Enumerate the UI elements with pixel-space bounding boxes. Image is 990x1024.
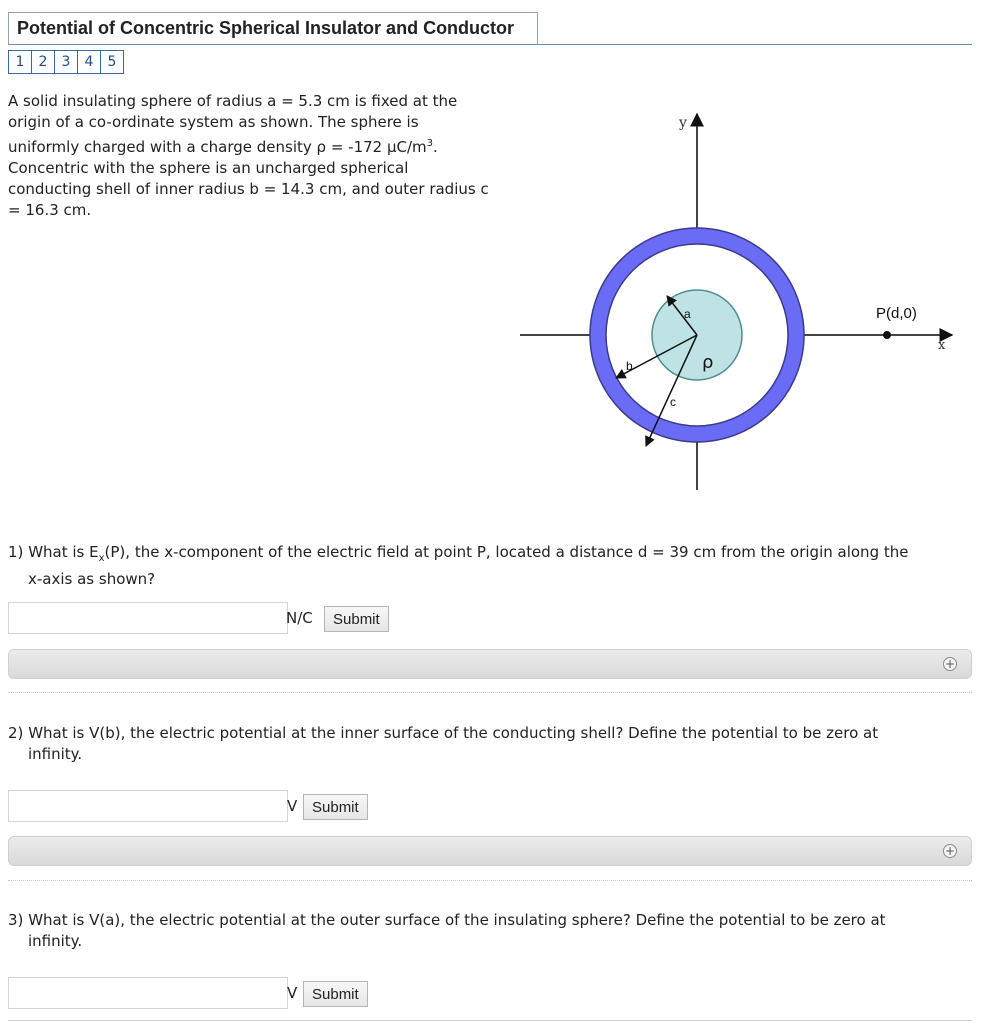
intro-line: uniformly charged with a charge density ρ = -172 $\mu C/m^3$. <box>8 138 438 156</box>
expand-plus-icon[interactable]: + <box>944 657 956 671</box>
label-y: y <box>679 115 687 131</box>
hint-2-bar[interactable] <box>8 836 972 866</box>
answer-1-unit: N/C <box>286 609 313 627</box>
label-point-p: P(d,0) <box>876 305 917 322</box>
intro-line: conducting shell of inner radius b = 14.3 cm, and outer radius c <box>8 180 489 198</box>
question-2-line: infinity. <box>28 745 83 763</box>
page-title: Potential of Concentric Spherical Insulator and Conductor <box>8 12 538 44</box>
answer-3-unit: V <box>287 984 298 1002</box>
question-3-text <box>8 910 973 952</box>
label-c: c <box>670 395 676 409</box>
intro-line: Concentric with the sphere is an uncharged spherical <box>8 159 409 177</box>
title-divider <box>8 44 972 45</box>
expand-plus-icon[interactable]: + <box>944 844 956 858</box>
label-a: a <box>684 307 691 321</box>
intro-line: origin of a co-ordinate system as shown. The sphere is <box>8 113 419 131</box>
question-1-text <box>8 542 973 590</box>
answer-2-unit: V <box>287 797 298 815</box>
problem-statement <box>8 91 518 221</box>
answer-2-input[interactable] <box>8 790 288 822</box>
question-3-line: infinity. <box>28 932 83 950</box>
section-divider <box>8 880 972 881</box>
question-3-line: 3) What is V(a), the electric potential at the outer surface of the insulating sphere? Define the potential to be zero at <box>8 911 886 929</box>
concentric-spheres-diagram <box>512 100 982 495</box>
tab-page-2[interactable]: 2 <box>31 50 55 74</box>
section-divider <box>8 1020 972 1021</box>
hint-1-bar[interactable] <box>8 649 972 679</box>
tab-page-5[interactable]: 5 <box>100 50 124 74</box>
submit-3-button[interactable]: Submit <box>303 981 368 1007</box>
submit-2-button[interactable]: Submit <box>303 794 368 820</box>
submit-1-button[interactable]: Submit <box>324 606 389 632</box>
answer-3-input[interactable] <box>8 977 288 1009</box>
page-tabs <box>8 50 123 74</box>
label-b: b <box>626 359 633 373</box>
answer-1-input[interactable] <box>8 602 288 634</box>
label-x: x <box>938 338 946 353</box>
point-p-marker <box>883 331 891 339</box>
question-1-line: 1) What is $E_x(P)$, the x-component of the electric field at point P, located a distance d = 39 cm from the origin along the <box>8 543 909 564</box>
question-2-text <box>8 723 973 765</box>
question-1-line: x-axis as shown? <box>28 570 156 588</box>
tab-page-3[interactable]: 3 <box>54 50 78 74</box>
intro-line: A solid insulating sphere of radius a = 5.3 cm is fixed at the <box>8 92 458 110</box>
intro-line: = 16.3 cm. <box>8 201 92 219</box>
label-rho: ρ <box>702 352 714 373</box>
section-divider <box>8 692 972 693</box>
question-2-line: 2) What is V(b), the electric potential at the inner surface of the conducting shell? Define the potential to be zero at <box>8 724 879 742</box>
tab-page-1[interactable]: 1 <box>8 50 32 74</box>
tab-page-4[interactable]: 4 <box>77 50 101 74</box>
